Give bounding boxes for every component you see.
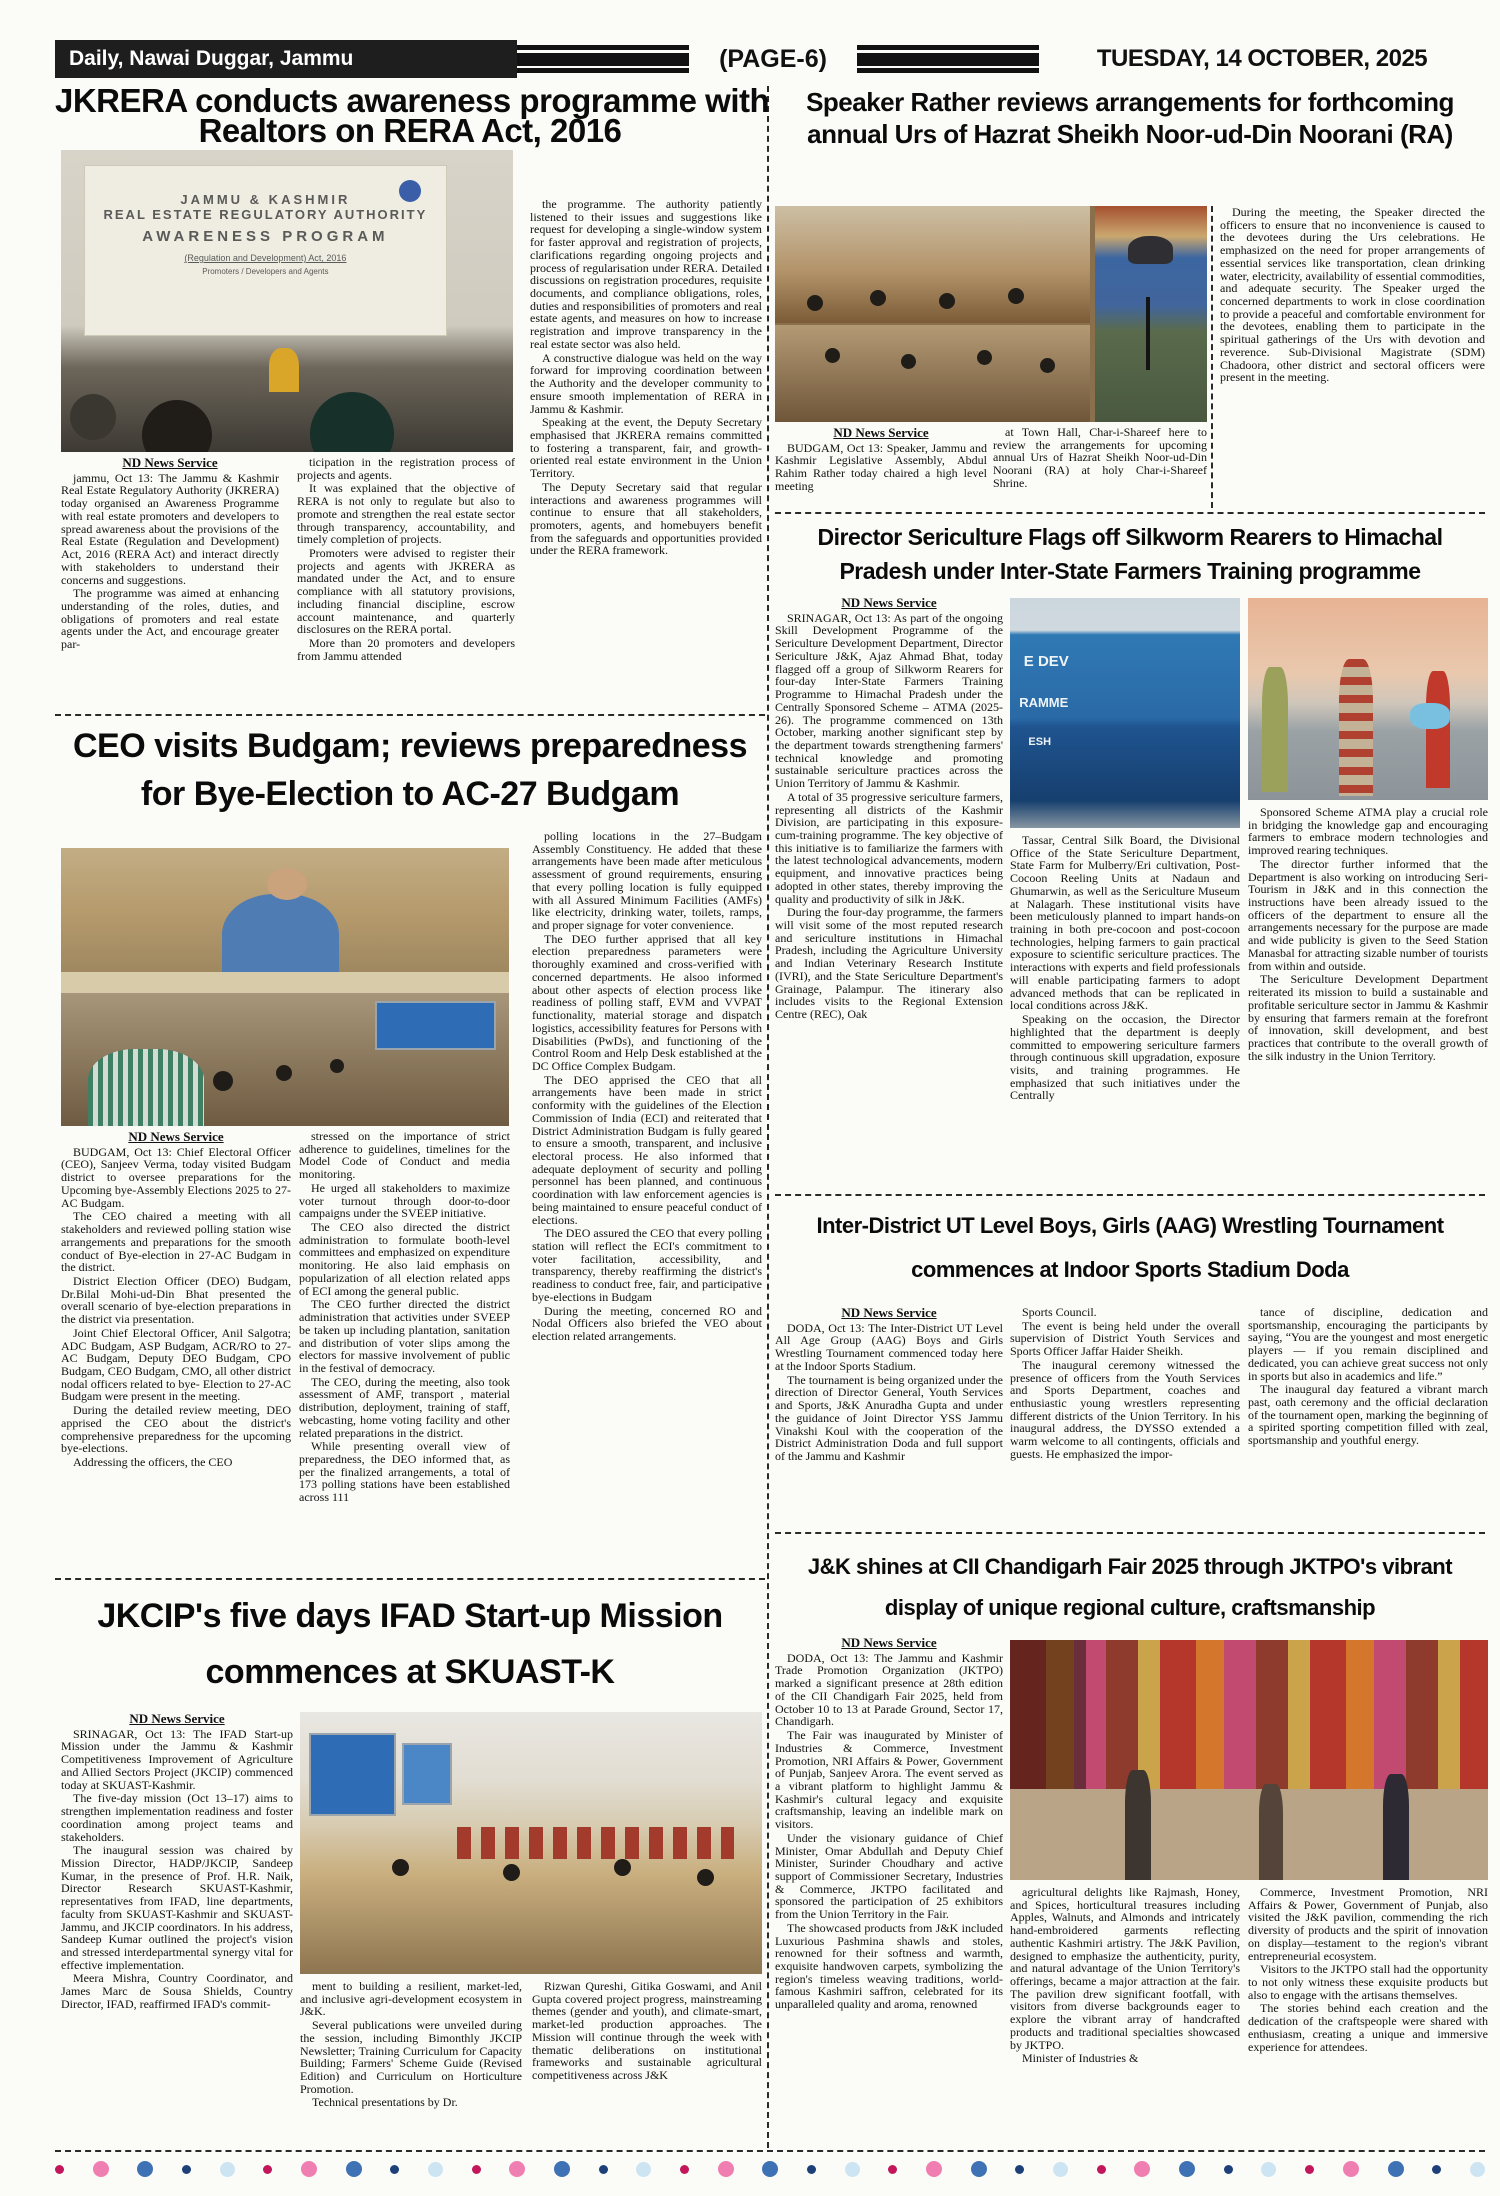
- paragraph: SRINAGAR, Oct 13: The IFAD Start-up Mission under the Jammu & Kashmir Competitiveness Improvement of Agriculture and Allied Sectors Project (JKCIP) commenced today at SKUAST-Kashmir.: [61, 1726, 293, 1792]
- paragraph: BUDGAM, Oct 13: Speaker, Jammu and Kashmir Legislative Assembly, Abdul Rahim Rather today chaired a high level meeting: [775, 440, 987, 493]
- attendee-figure: [88, 1049, 204, 1126]
- footer-dot: [182, 2165, 191, 2174]
- byline: ND News Service: [841, 1636, 937, 1650]
- article-divider: [55, 714, 765, 716]
- urs-col3: [1220, 206, 1485, 508]
- paragraph: Tassar, Central Silk Board, the Divisional Office of the State Sericulture Department, State Farm for Mulberry/Eri cultivation, Post-Cocoon Reeling Units at Nadaun and Ghumarwin, as well as the Sericulture Museum at Nalagarh. These institutional visits have been meticulously planned to impart hands-on training in both pre-cocoon and post-cocoon technologies, helping farmers to gain practical exposure to scientific sericulture practices. The interactions with experts and field professionals will enable participating farmers to adopt advanced methods that can be replicated in local conditions across J&K.: [1010, 834, 1240, 1013]
- paragraph: Commerce, Investment Promotion, NRI Affairs & Power, Government of Punjab, also visited the J&K pavilion, commending the rich diversity of products and the spirit of innovation on display—testament to the region's vibrant entrepreneurial ecosystem.: [1248, 1886, 1488, 1963]
- ceo-col1: [61, 1130, 291, 1574]
- footer-dot: [55, 2165, 64, 2174]
- issue-date: TUESDAY, 14 OCTOBER, 2025: [1096, 45, 1428, 72]
- wrestling-col3: [1248, 1306, 1488, 1530]
- footer-dot: [1015, 2165, 1024, 2174]
- microphone-icon: [1146, 297, 1150, 370]
- farmer-figure: [1426, 671, 1450, 788]
- audience-silhouette: [310, 392, 394, 452]
- jktpo-col1: [775, 1636, 1003, 2142]
- paragraph: at Town Hall, Char-i-Shareef here to review the arrangements for upcoming annual Urs of Hazrat Sheikh Noor-ud-Din Noorani (RA) at holy Char-i-Shareef Shrine.: [993, 426, 1207, 490]
- footer-dot: [1053, 2162, 1068, 2177]
- paragraph: Meera Mishra, Country Coordinator, and James Marc de Sousa Shields, Country Director, IFAD, reaffirmed IFAD's commit-: [61, 1971, 293, 2011]
- paragraph: Several publications were unveiled during the session, including Bimonthly JKCIP Newsletter; Training Curriculum for Capacity Building; Farmers' Scheme Guide (Revised Edition) and Curriculum on Horticulture Promotion.: [300, 2018, 522, 2096]
- sericulture-flagoff-photo: [1248, 598, 1488, 800]
- paragraph: JKRERA conducts awareness programme with: [55, 82, 770, 119]
- masthead-rule-right: [857, 45, 1039, 73]
- paragraph: Rizwan Qureshi, Gitika Goswami, and Anil Gupta covered project progress, mainstreaming themes (gender and youth), and climate-smart, market-led production approaches. The Mission will continue through the week with thematic deliberations on institutional frameworks and sustainable agricultural competitiveness across J&K: [532, 1980, 762, 2083]
- sericulture-col3: [1248, 806, 1488, 1190]
- paragraph: J&K shines at CII Chandigarh Fair 2025 through JKTPO's vibrant: [807, 1554, 1453, 1579]
- headline-jkcip: [55, 1588, 765, 1706]
- byline: ND News Service: [128, 1130, 224, 1144]
- footer-dot: [390, 2165, 399, 2174]
- awareness-banner: [84, 165, 448, 336]
- jkrera-awareness-photo: [61, 150, 513, 452]
- urs-meeting-photo: [775, 206, 1207, 422]
- headline-sericulture: [775, 520, 1485, 592]
- footer-dot: [301, 2161, 317, 2177]
- jkcip-col1: [61, 1712, 293, 2142]
- footer-dot: [1470, 2162, 1485, 2177]
- footer-dot: [509, 2161, 525, 2177]
- attendee-silhouette: [330, 1059, 344, 1073]
- ceo-budgam-photo: [61, 848, 509, 1126]
- paragraph: A constructive dialogue was held on the way forward for improving coordination between the Authority and the developer community to ensure smooth implementation of RERA in Jammu & Kashmir.: [530, 350, 762, 416]
- paragraph: During the detailed review meeting, DEO apprised the CEO about the district's comprehensive preparedness for the upcoming bye-elections.: [61, 1403, 291, 1456]
- paragraph: District Election Officer (DEO) Budgam, Dr.Bilal Mohi-ud-Din Bhat presented the overall scenario of bye-election preparations in the district via presentation.: [61, 1273, 291, 1327]
- paragraph: More than 20 promoters and developers from Jammu attended: [297, 636, 515, 663]
- speaker-rather-portrait: [1095, 206, 1207, 422]
- attendee-silhouette: [977, 350, 992, 365]
- paragraph: The DEO further apprised that all key election preparedness parameters were thoroughly examined and cross-verified with concerned departments. He alsoo informed about other aspects of election process like readiness of polling staff, EVM and VVPAT functionality, material storage and dispatch logistics, accessibility features for Persons with Disabilities (PwDs), and functioning of the Control Room and Help Desk established at the DC Office Complex Budgam.: [532, 931, 762, 1073]
- jkrera-col3: [530, 198, 762, 712]
- footer-dot: [1343, 2161, 1359, 2177]
- paragraph: Under the visionary guidance of Chief Minister, Omar Abdullah and Deputy Chief Minister, Surinder Choudhary and active support of Commissioner Secretary, Industries & Commerce, JKTPO facilitated and sponsored the participation of 25 exhibitors from the Union Territory in the Fair.: [775, 1830, 1003, 1922]
- footer-dot: [1261, 2162, 1276, 2177]
- paragraph: Realtors on RERA Act, 2016: [198, 112, 622, 149]
- attendee-silhouette: [901, 354, 916, 369]
- paragraph: Joint Chief Electoral Officer, Anil Salgotra; ADC Budgam, ASP Budgam, ACR/RO to 27-AC Budgam, Deputy DEO Budgam, CPO Budgam, CEO Budgam, CMO, all other district nodal officers related to bye- Election to 27-AC Budgam were present in the meeting.: [61, 1325, 291, 1404]
- karakul-cap: [1128, 236, 1173, 264]
- paragraph: A total of 35 progressive sericulture farmers, representing all districts of the Kashmir Division, are participating in this exposure-cum-training programme. The key objective of this initiative is to familiarize the farmers with the latest technological advancements, modern equipment, and innovative practices being adopted in other states, thereby improving the quality and productivity of silk in J&K.: [775, 789, 1003, 906]
- ceo-col3: [532, 830, 762, 1574]
- truck-text: ESH: [1028, 736, 1052, 748]
- footer-dot: [263, 2165, 272, 2174]
- paragraph: The CEO chaired a meeting with all stakeholders and reviewed polling station wise arrangements and preparations for the smooth conduct of Bye-election in 27-AC Budgam in the district.: [61, 1209, 291, 1275]
- footer-dot: [1134, 2161, 1150, 2177]
- jkrera-logo-icon: [399, 180, 421, 202]
- paragraph: Speaking at the event, the Deputy Secretary emphasised that JKRERA remains committed to fostering a transparent, fair, and growth-oriented real estate environment in the Union Territory.: [530, 415, 762, 481]
- banner-line: REAL ESTATE REGULATORY AUTHORITY: [103, 207, 428, 223]
- paragraph: Inter-District UT Level Boys, Girls (AAG) Wrestling Tournament: [816, 1213, 1444, 1238]
- paragraph: The five-day mission (Oct 13–17) aims to strengthen implementation readiness and foster coordination among project teams and stakeholders.: [61, 1791, 293, 1844]
- footer-dot: [137, 2161, 153, 2177]
- chair-row: [457, 1827, 734, 1858]
- paragraph: The programme was aimed at enhancing understanding of the roles, duties, and obligations of promoters and real estate agents under the Act, and encourage greater par-: [61, 586, 279, 652]
- headline-jktpo: [775, 1546, 1485, 1634]
- truck-text: E DEV: [1023, 653, 1069, 671]
- paragraph: The CEO further directed the district administration that activities under SVEEP be taken up including plantation, sanitation and distribution of voter slips among the electors for massive involvement of public in the festival of democracy.: [299, 1297, 510, 1375]
- paragraph: It was explained that the objective of RERA is not only to regulate but also to promote and strengthen the real estate sector through transparency, accountability, and timely completion of projects.: [297, 481, 515, 547]
- article-divider: [775, 1194, 1485, 1196]
- paragraph: BUDGAM, Oct 13: Chief Electoral Officer (CEO), Sanjeev Verma, today visited Budgam district to oversee preparations for the Upcoming bye-Assembly Elections 2025 to 27-AC Budgam.: [61, 1144, 291, 1210]
- footer-dot: [220, 2162, 235, 2177]
- paragraph: The DEO apprised the CEO that all arrangements have been made in strict conformity with the guidelines of the Election Commission of India (ECI) and reiterated that District Administration Budgam is fully geared to ensure a smooth, transparent, and inclusive electoral process. He also informed that adequate deployment of security and polling personnel has been planned, and continuous coordination with law enforcement agencies is being maintained to ensure peaceful conduct of elections.: [532, 1072, 762, 1227]
- paragraph: The DEO assured the CEO that every polling station will reflect the ECI's commitment to voter facilitation, accessibility, and transparency, thereby reaffirming the district's readiness to conduct free, fair, and participative bye-elections in Budgam: [532, 1226, 762, 1304]
- paragraph: CEO visits Budgam; reviews preparedness: [73, 727, 747, 765]
- flag-cloth: [1410, 703, 1450, 729]
- footer-dot: [1097, 2165, 1106, 2174]
- headline-wrestling: [775, 1204, 1485, 1300]
- attendee-silhouette: [825, 348, 840, 363]
- jktpo-pavilion-photo: [1010, 1640, 1488, 1880]
- footer-dot: [1305, 2165, 1314, 2174]
- paragraph: The event is being held under the overall supervision of District Youth Services and Sports Officer Jaffar Haider Sheikh.: [1010, 1318, 1240, 1359]
- audience-silhouette: [70, 394, 116, 440]
- attendee-silhouette: [276, 1065, 292, 1081]
- jktpo-col2: [1010, 1886, 1240, 2142]
- paragraph: commences at Indoor Sports Stadium Doda: [911, 1257, 1349, 1282]
- footer-dots: [55, 2156, 1485, 2182]
- paragraph: He urged all stakeholders to maximize voter turnout through door-to-door campaigns under the SVEEP initiative.: [299, 1180, 510, 1221]
- visitor-figure: [1125, 1770, 1151, 1880]
- attendee-silhouette: [939, 293, 955, 309]
- paragraph: During the meeting, concerned RO and Nodal Officers also briefed the VEO about election related arrangements.: [532, 1303, 762, 1344]
- attendee-silhouette: [1008, 288, 1024, 304]
- wrestling-col1: [775, 1306, 1003, 1530]
- paragraph: The Sericulture Development Department reiterated its mission to build a sustainable and profitable sericulture sector in Jammu & Kashmir by ensuring that farmers remain at the forefront of innovation, skill development, and best practices that contribute to the overall growth of the silk industry in the Union Territory.: [1248, 972, 1488, 1063]
- wrestling-col2: [1010, 1306, 1240, 1530]
- attendee-silhouette: [807, 295, 823, 311]
- footer-dot: [680, 2165, 689, 2174]
- headline-ceo-budgam: [55, 722, 765, 824]
- urs-col2: [993, 426, 1207, 512]
- byline: ND News Service: [833, 426, 929, 440]
- footer-dot: [718, 2161, 734, 2177]
- byline: ND News Service: [841, 1306, 937, 1320]
- visitor-figure: [1383, 1774, 1409, 1880]
- attendee-silhouette: [1040, 358, 1055, 373]
- desk: [61, 972, 509, 992]
- paragraph: ment to building a resilient, market-led, and inclusive agri-development ecosystem in J&K.: [300, 1980, 522, 2019]
- byline: ND News Service: [129, 1712, 225, 1726]
- footer-dot: [93, 2161, 109, 2177]
- page-number: (PAGE-6): [719, 45, 827, 73]
- presentation-screen: [309, 1733, 396, 1816]
- paragraph: Sponsored Scheme ATMA play a crucial role in bridging the knowledge gap and encouraging farmers to embrace modern technologies and improved rearing techniques.: [1248, 806, 1488, 858]
- review-meeting-photo: [61, 993, 509, 1126]
- paragraph: display of unique regional culture, craftsmanship: [884, 1595, 1376, 1620]
- paragraph: Minister of Industries &: [1022, 2051, 1139, 2066]
- presentation-screen: [402, 1743, 452, 1805]
- paragraph: During the four-day programme, the farmers will visit some of the most reputed research and sericulture institutions in Himachal Pradesh, including the Agriculture University and Indian Veterinary Research Institute (IVRI), and the State Sericulture Department's Grainage, Palampur. The itinerary also includes visits to the Regional Extension Centre (REC), Oak: [775, 905, 1003, 1022]
- footer-dot: [845, 2162, 860, 2177]
- footer-dot: [554, 2161, 570, 2177]
- attendee-silhouette: [503, 1864, 520, 1881]
- attendee-silhouette: [614, 1859, 631, 1876]
- paragraph: The Deputy Secretary said that regular interactions and awareness programmes will continue to ensure that all stakeholders, promoters, agents, and homebuyers benefit from the safeguards and opportunities provided under the RERA framework.: [530, 479, 762, 558]
- footer-dot: [428, 2162, 443, 2177]
- jkrera-col2: [297, 456, 515, 714]
- director-figure: [1339, 659, 1373, 796]
- paragraph: annual Urs of Hazrat Sheikh Noor-ud-Din Noorani (RA): [807, 119, 1453, 149]
- footer-dot: [1179, 2161, 1195, 2177]
- jkcip-col2: [300, 1980, 522, 2142]
- article-divider: [55, 2150, 1485, 2152]
- attendee-silhouette: [697, 1869, 714, 1886]
- footer-dot: [971, 2161, 987, 2177]
- attendee-silhouette: [213, 1071, 233, 1091]
- paragraph: JKCIP's five days IFAD Start-up Mission: [97, 1597, 723, 1635]
- jkrera-col1: [61, 456, 279, 714]
- sericulture-truck-photo: [1010, 598, 1240, 828]
- paragraph: DODA, Oct 13: The Inter-District UT Level All Age Group (AAG) Boys and Girls Wrestling Tournament commenced today here at the Indoor Sports Stadium.: [775, 1320, 1003, 1373]
- footer-dot: [636, 2162, 651, 2177]
- paragraph: for Bye-Election to AC-27 Budgam: [140, 775, 680, 813]
- paragraph: Pradesh under Inter-State Farmers Training programme: [839, 558, 1421, 584]
- ceo-col2: [299, 1130, 510, 1574]
- paragraph: ticipation in the registration process of projects and agents.: [297, 456, 515, 482]
- article-divider: [775, 512, 1485, 514]
- jkcip-col3: [532, 1980, 762, 2142]
- paragraph: The showcased products from J&K included Luxurious Pashmina shawls and stoles, renowned for their softness and warmth, exquisite handwoven carpets, symbolizing the region's timeless weaving traditions, world-famous Kashmiri saffron, celebrated for its unparalleled quality and aroma, renowned: [775, 1920, 1003, 2012]
- paragraph: The inaugural day featured a vibrant march past, oath ceremony and the official declaration of the tournament open, marking the beginning of a spirited sporting competition filled with zeal, sportsmanship and youthful energy.: [1248, 1382, 1488, 1448]
- paragraph: stressed on the importance of strict adherence to guidelines, timelines for the Model Code of Conduct and media monitoring.: [299, 1130, 510, 1182]
- attendee-silhouette: [392, 1859, 409, 1876]
- farmer-figure: [1262, 667, 1288, 792]
- byline: ND News Service: [122, 456, 218, 470]
- headline-jkrera: [55, 82, 770, 149]
- masthead-title: Daily, Nawai Duggar, Jammu: [55, 40, 517, 78]
- paragraph: SRINAGAR, Oct 13: As part of the ongoing Skill Development Programme of the Sericulture Development Department, Director Sericulture J&K, Ajaz Ahmad Bhat, today flagged off a group of Silkworm Rearers for four-day Inter-State Farmers Training Programme to Himachal Pradesh under the Centrally Sponsored Scheme – ATMA (2025-26). The programme commenced on 13th October, marking another significant step by the department towards strengthening farmers' technical knowledge and promoting sustainable sericulture practices across the Union Territory of Jammu & Kashmir.: [775, 610, 1003, 791]
- paragraph: The CEO also directed the district administration to formulate booth-level committees and emphasized on expenditure monitoring. He also laid emphasis on popularization of all election related apps of ECI among the general public.: [299, 1220, 510, 1298]
- column-divider: [1211, 206, 1213, 508]
- paragraph: The stories behind each creation and the dedication of the craftspeople were shared with enthusiasm, creating a unique and immersive experience for attendees.: [1248, 2001, 1488, 2054]
- attendee-silhouette: [870, 290, 886, 306]
- audience-photo: [775, 325, 1090, 422]
- presentation-screen: [375, 1001, 495, 1050]
- paragraph: the programme. The authority patiently listened to their issues and suggestions like request for developing a single-window system for faster approval and registration of projects, clarifications regarding ongoing projects and process of regularisation under RERA. Detailed discussions on registration procedures, requisite documents, and compliance obligations, roles, duties and responsibilities of promoters and real estate agents, and measures on how to increase registration and improve transparency in the real estate sector was also held.: [530, 198, 762, 351]
- sericulture-col2: [1010, 834, 1240, 1190]
- paragraph: commences at SKUAST-K: [205, 1653, 615, 1691]
- headline-urs: [775, 86, 1485, 152]
- urs-col1: [775, 426, 987, 512]
- paragraph: While presenting overall view of preparedness, the DEO informed that, as per the finalized arrangements, a total of 173 polling stations have been established across 111: [299, 1439, 510, 1505]
- footer-dot: [926, 2161, 942, 2177]
- sericulture-col1: [775, 596, 1003, 1190]
- article-divider: [775, 1532, 1485, 1534]
- paragraph: jammu, Oct 13: The Jammu & Kashmir Real Estate Regulatory Authority (JKRERA) today organised an Awareness Programme with real estate promoters and developers to spread awareness about the provisions of the Real Estate (Regulation and Development) Act, 2016 (RERA Act) and interact directly with stakeholders to understand their concerns and suggestions.: [61, 470, 279, 587]
- paragraph: The inaugural session was chaired by Mission Director, HADP/JKCIP, Sandeep Kumar, in the presence of Prof. H.R. Naik, Director Research SKUAST-Kashmir, representatives from IFAD, line departments, faculty from SKUAST-Kashmir and SKUAST-Jammu, and JKCIP coordinators. In his address, Sandeep Kumar outlined the project's vision and stressed interdepartmental synergy vital for effective implementation.: [61, 1843, 293, 1972]
- paragraph: polling locations in the 27–Budgam Assembly Constituency. He added that these arrangements have been made after meticulous assessment of ground requirements, ensuring that every polling location is fully equipped with all Assured Minimum Facilities (AMFs) like electricity, drinking water, toilets, ramps, and proper signage for voter convenience.: [532, 830, 762, 933]
- column-divider: [767, 86, 769, 2148]
- jktpo-col3: [1248, 1886, 1488, 2142]
- ceo-speaking-photo: [61, 848, 509, 993]
- footer-dot: [346, 2161, 362, 2177]
- paragraph: Addressing the officers, the CEO: [73, 1455, 233, 1470]
- audience-silhouette: [142, 400, 212, 452]
- paragraph: During the meeting, the Speaker directed the officers to ensure that no inconvenience is caused to the devotees during the Urs celebrations. He emphasized on the need for proper arrangements of essential services like transportation, clean drinking water, electricity, availability of essential commodities, and adequate security. The Speaker urged the concerned departments to work in close coordination to provide a peaceful and comfortable environment for the devotees, enabling them to participate in the spiritual gatherings of the Urs with devotion and reverence. Sub-Divisional Magistrate (SDM) Chadoora, other district and sectoral officers were present in the meeting.: [1220, 206, 1485, 385]
- article-divider: [55, 1578, 765, 1580]
- paragraph: The inaugural ceremony witnessed the presence of officers from the Youth Services and Sports Department, coaches and enthusiastic young wrestlers representing different districts of the Union Territory. In his inaugural address, the DYSSO extended a warm welcome to all contingents, officials and guests. He emphasized the impor-: [1010, 1357, 1240, 1461]
- byline: ND News Service: [841, 596, 937, 610]
- meeting-hall-photo: [775, 206, 1090, 323]
- banner-line: JAMMU & KASHMIR: [180, 192, 351, 208]
- paragraph: agricultural delights like Rajmash, Honey, and Spices, horticultural treasures including Apples, Walnuts, and Almonds and intricately hand-embroidered garments reflecting authentic Kashmiri artistry. The J&K Pavilion, designed to emphasize the authenticity, purity, and natural advantage of the Union Territory's offerings, became a major attraction at the fair. The pavilion drew significant footfall, with visitors from diverse backgrounds eager to explore the vibrant array of handcrafted products and traditional specialties showcased by JKTPO.: [1010, 1886, 1240, 2052]
- visitor-figure: [1259, 1784, 1283, 1880]
- paragraph: DODA, Oct 13: The Jammu and Kashmir Trade Promotion Organization (JKTPO) marked a significant presence at 28th edition of the CII Chandigarh Fair 2025, held from October 10 to 13 at Parade Ground, Sector 17, Chandigarh.: [775, 1650, 1003, 1729]
- footer-dot: [1388, 2161, 1404, 2177]
- paragraph: Speaker Rather reviews arrangements for forthcoming: [806, 87, 1454, 117]
- masthead-rule-left: [517, 45, 689, 73]
- paragraph: The director further informed that the Department is also working on introducing Seri-Tourism in J&K and in this connection the instructions have been already issued to the officers of the department to ensure all the arrangements necessary for the purpose are made and wide publicity is given to the Seed Station Manasbal for attracting sizable number of tourists from within and outside.: [1248, 856, 1488, 973]
- jkcip-session-photo: [300, 1712, 762, 1974]
- presenter-figure: [269, 348, 299, 392]
- paragraph: Director Sericulture Flags off Silkworm Rearers to Himachal: [817, 524, 1443, 550]
- paragraph: The tournament is being organized under the direction of Director General, Youth Services and Sports, J&K Anuradha Gupta and under the guidance of Joint Director YSS Jammu Vinakshi Koul with the cooperation of the District Administration Doda and full support of the Jammu and Kashmir: [775, 1372, 1003, 1463]
- banner-line: Promoters / Developers and Agents: [202, 267, 329, 277]
- truck-text: RAMME: [1019, 694, 1069, 710]
- paragraph: Speaking on the occasion, the Director highlighted that the department is deeply committed to empowering sericulture farmers through continuous skill upgradation, exposure visits, and training programmes. He emphasized that such initiatives under the Centrally: [1010, 1012, 1240, 1103]
- paragraph: Technical presentations by Dr.: [312, 2095, 458, 2110]
- ceo-figure: [222, 894, 338, 984]
- footer-dot: [1224, 2165, 1233, 2174]
- footer-dot: [762, 2161, 778, 2177]
- stall-floor: [1010, 1789, 1488, 1880]
- footer-dot: [888, 2165, 897, 2174]
- banner-line: AWARENESS PROGRAM: [142, 228, 389, 246]
- paragraph: Visitors to the JKTPO stall had the opportunity to not only witness these exquisite products but also to engage with the artisans themselves.: [1248, 1962, 1488, 2002]
- banner-line: (Regulation and Development) Act, 2016: [184, 253, 347, 264]
- paragraph: Promoters were advised to register their projects and agents with JKRERA as mandated under the Act, and to ensure compliance with all statutory provisions, including financial discipline, escrow account maintenance, and quarterly disclosures on the RERA portal.: [297, 546, 515, 637]
- footer-dot: [599, 2165, 608, 2174]
- footer-dot: [472, 2165, 481, 2174]
- paragraph: The Fair was inaugurated by Minister of Industries & Commerce, Investment Promotion, NRI Affairs & Power, Government of Punjab, Sanjeev Arora. The event served as a vibrant platform to highlight Jammu & Kashmir's cultural legacy and exquisite craftsmanship, leaving an indelible mark on visitors.: [775, 1728, 1003, 1832]
- footer-dot: [807, 2165, 816, 2174]
- footer-dot: [1432, 2165, 1441, 2174]
- paragraph: Sports Council.: [1022, 1306, 1097, 1319]
- paragraph: The CEO, during the meeting, also took assessment of AMF, transport , material distribution, deployment, training of staff, webcasting, home voting facility and other related preparations in the district.: [299, 1374, 510, 1440]
- paragraph: tance of discipline, dedication and sportsmanship, encouraging the participants by saying, “You are the youngest and most energetic players — if you remain disciplined and dedicated, you can achieve great success not only in sports but also in academics and life.”: [1248, 1306, 1488, 1383]
